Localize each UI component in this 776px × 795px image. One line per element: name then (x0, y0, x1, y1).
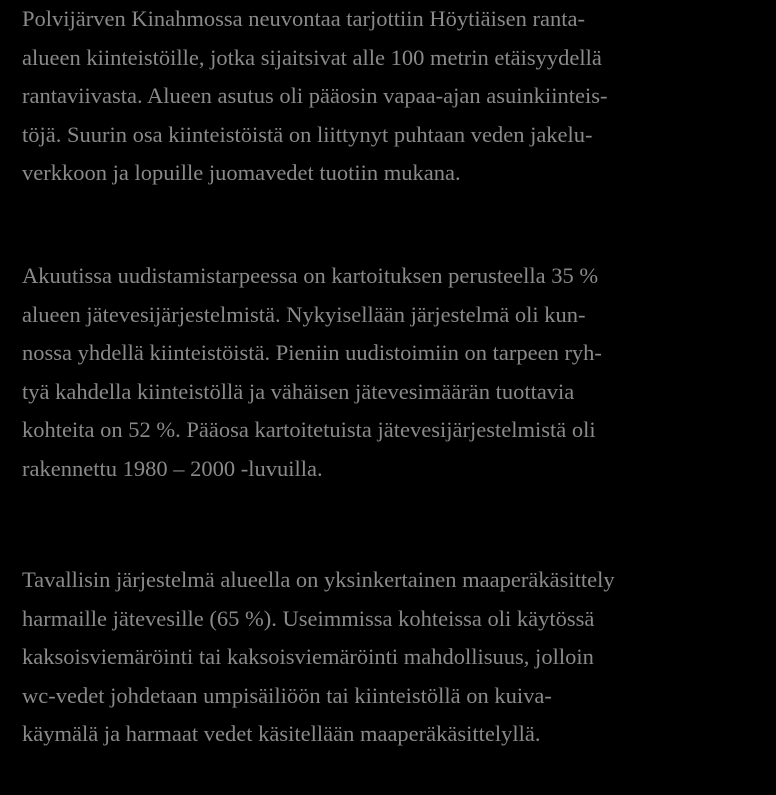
text-line: Tavallisin järjestelmä alueella on yksinkertainen maaperäkäsittely (22, 567, 615, 592)
text-line: alueen jätevesijärjestelmistä. Nykyisellään järjestelmä oli kun- (22, 301, 586, 327)
text-line: käymälä ja harmaat vedet käsitellään maaperäkäsittelyllä. (22, 721, 541, 747)
text-line: rantaviivasta. Alueen asutus oli pääosin vapaa-ajan asuinkiinteis- (22, 83, 608, 109)
text-line: kaksoisviemäröinti tai kaksoisviemäröinti mahdollisuus, jolloin (22, 644, 594, 670)
text-line: verkkoon ja lopuille juomavedet tuotiin mukana. (22, 160, 461, 186)
text-line: Polvijärven Kinahmossa neuvontaa tarjottiin Höytiäisen ranta- (22, 6, 585, 31)
text-line: kohteita on 52 %. Pääosa kartoitetuista jätevesijärjestelmistä oli (22, 417, 596, 443)
text-line: harmaille jätevesille (65 %). Useimmissa kohteissa oli käytössä (22, 605, 595, 631)
paragraph-renewal-needs (22, 257, 602, 489)
text-line: nossa yhdellä kiinteistöistä. Pieniin uudistoimiin on tarpeen ryh- (22, 340, 602, 366)
paragraph-kinahmo-intro (22, 0, 607, 193)
text-line: wc-vedet johdetaan umpisäiliöön tai kiinteistöllä on kuiva- (22, 682, 552, 708)
text-line: töjä. Suurin osa kiinteistöistä on liittynyt puhtaan veden jakelu- (22, 121, 593, 147)
text-line: rakennettu 1980 – 2000 -luvuilla. (22, 455, 323, 481)
text-line: tyä kahdella kiinteistöllä ja vähäisen jätevesimäärän tuottavia (22, 378, 575, 404)
paragraph-common-systems (22, 561, 615, 754)
text-line: alueen kiinteistöille, jotka sijaitsivat alle 100 metrin etäisyydellä (22, 44, 602, 70)
text-line: Akuutissa uudistamistarpeessa on kartoituksen perusteella 35 % (22, 263, 599, 288)
